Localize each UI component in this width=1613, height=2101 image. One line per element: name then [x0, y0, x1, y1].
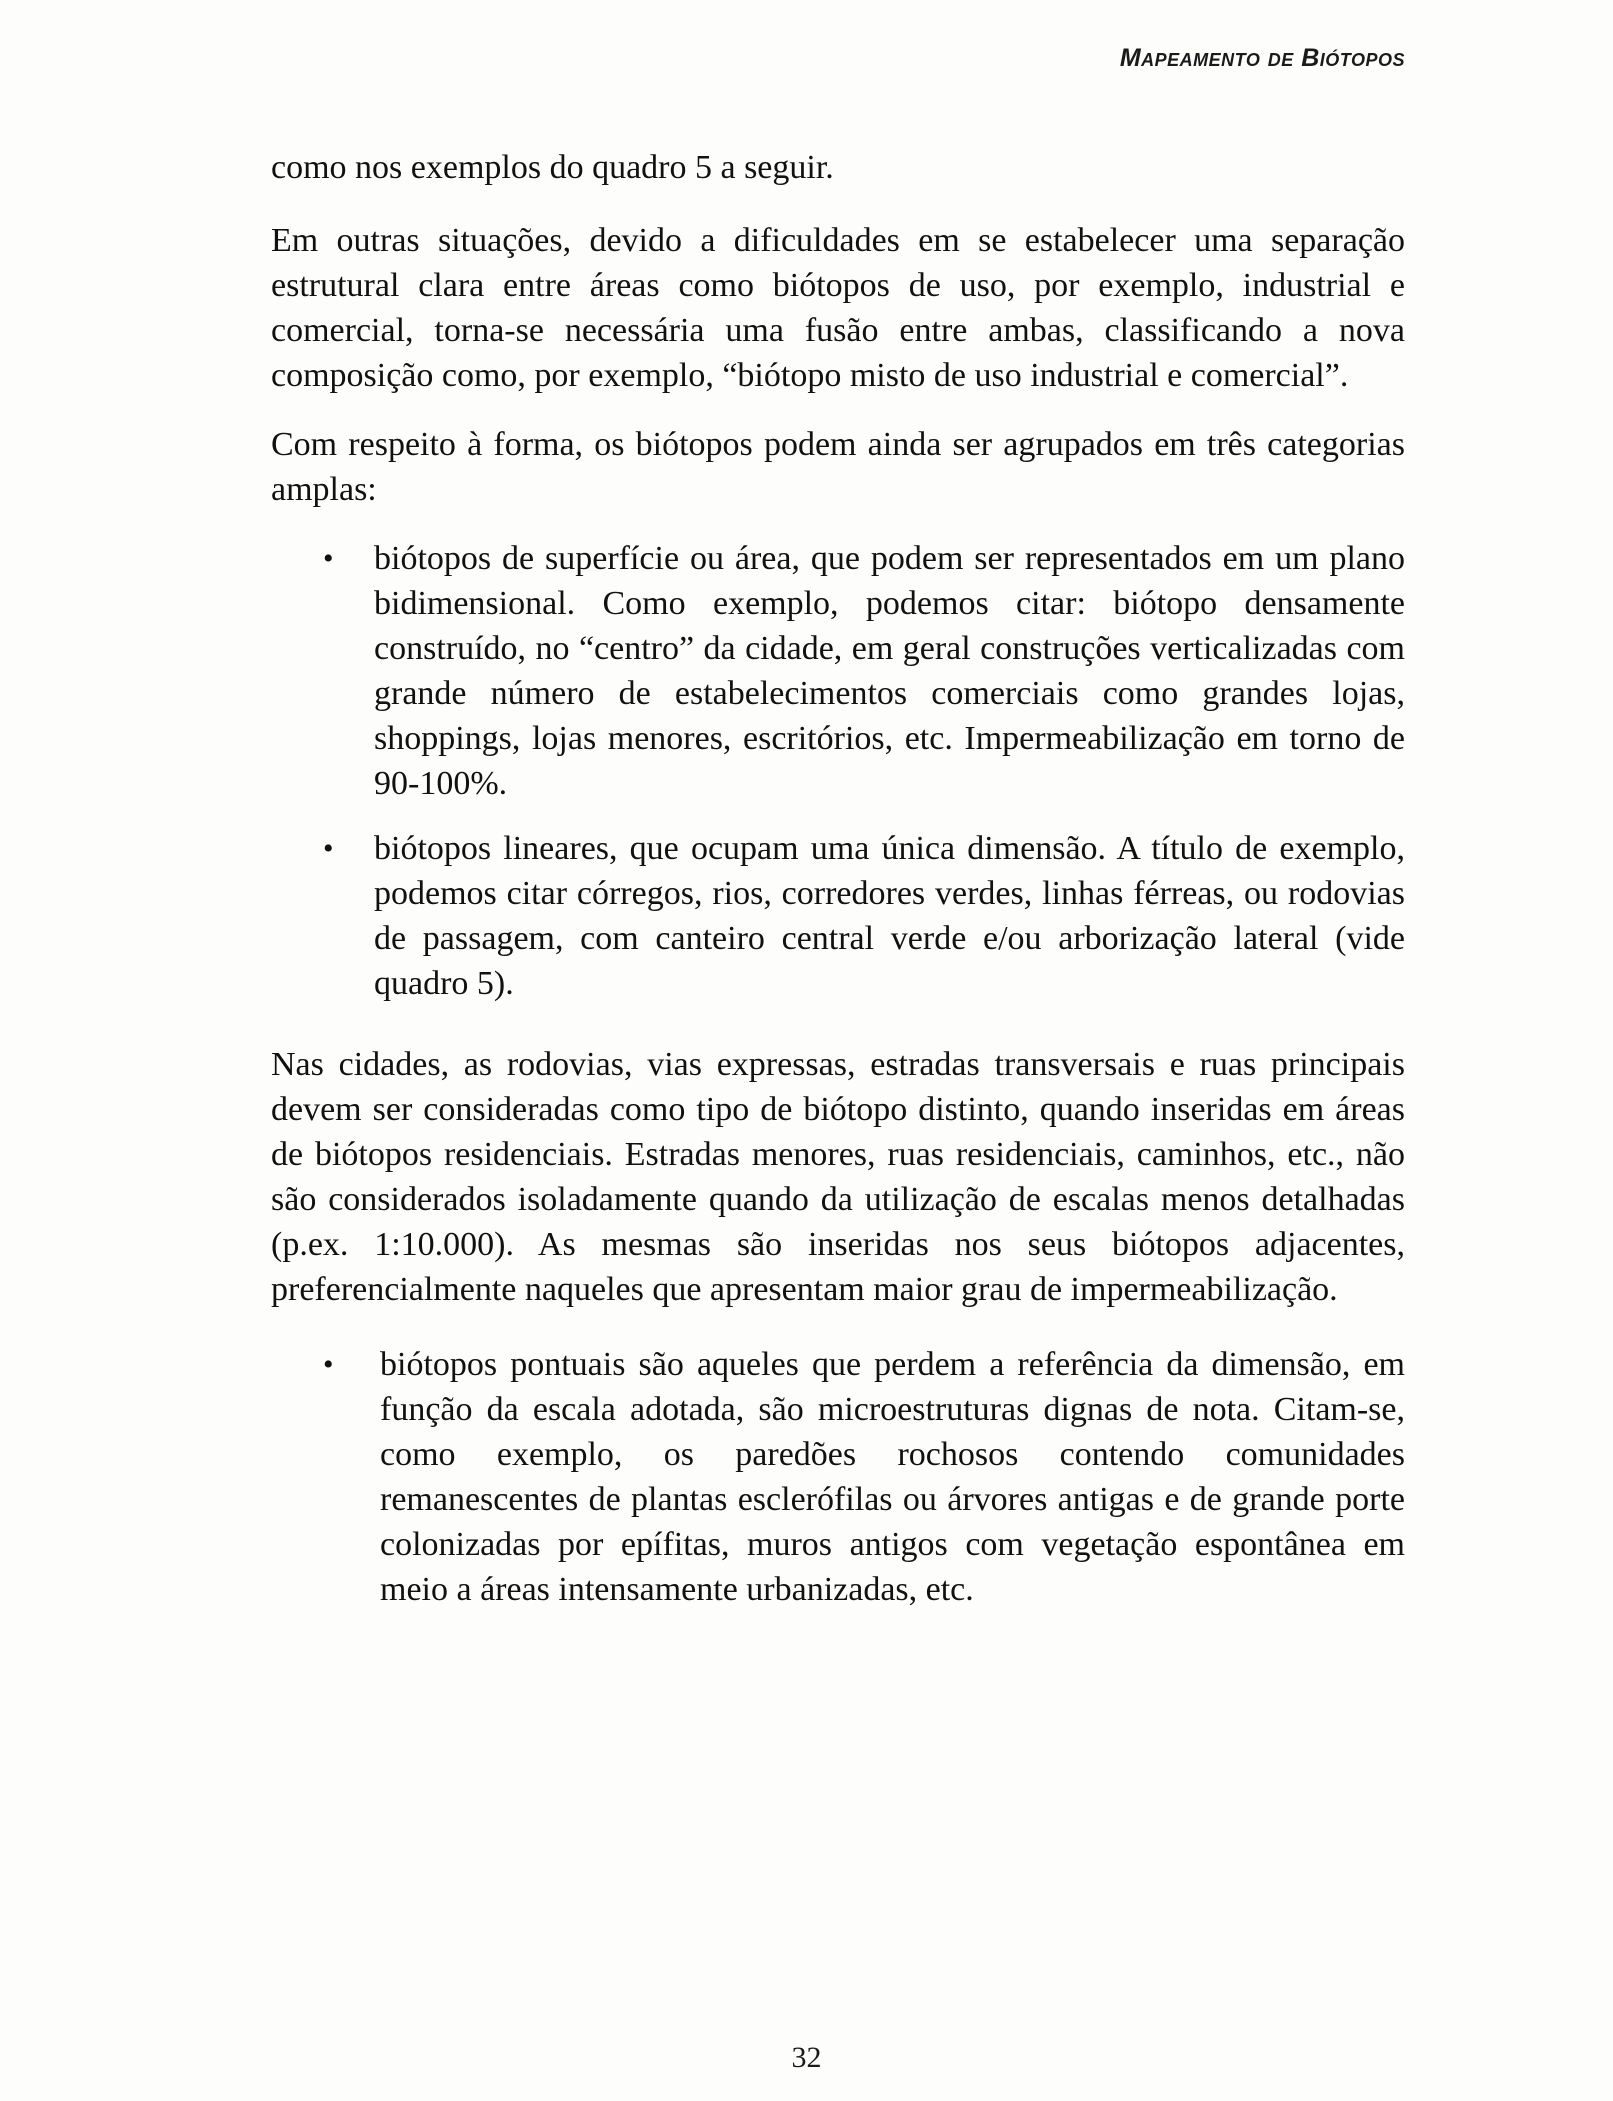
point-biotopes-list — [271, 1342, 1405, 1612]
paragraph-form-categories: Com respeito à forma, os biótopos podem ainda ser agrupados em três categorias amplas: — [271, 426, 1405, 508]
bullet-dot-icon: • — [323, 542, 334, 575]
list-item-point-biotopes — [271, 1342, 1405, 1612]
list-item-text: biótopos pontuais são aqueles que perdem a referência da dimensão, em função da escala adotada, são microestruturas dignas de nota. Citam-se, como exemplo, os paredões rochosos contendo comunidades remanescentes de plantas esclerófilas ou árvores antigas e de grande porte colonizadas por epífitas, muros antigos com vegetação espontânea em meio a áreas intensamente urbanizadas, etc. — [380, 1346, 1405, 1608]
running-header: Mapeamento de Biótopos — [1119, 44, 1405, 72]
bullet-dot-icon: • — [323, 1348, 334, 1381]
intro-line: como nos exemplos do quadro 5 a seguir. — [271, 149, 834, 186]
list-item-surface-biotopes — [271, 536, 1405, 806]
list-item-linear-biotopes — [271, 826, 1405, 1006]
list-item-text: biótopos lineares, que ocupam uma única dimensão. A título de exemplo, podemos citar córregos, rios, corredores verdes, linhas férreas, ou rodovias de passagem, com canteiro central verde e/ou arborização lateral (vide quadro 5). — [374, 830, 1405, 1002]
paragraph-roads: Nas cidades, as rodovias, vias expressas, estradas transversais e ruas principais devem ser consideradas como tipo de biótopo distinto, quando inseridas em áreas de biótopos residenciais. Estradas menores, ruas residenciais, caminhos, etc., não são considerados isoladamente quando da utilização de escalas menos detalhadas (p.ex. 1:10.000). As mesmas são inseridas nos seus biótopos adjacentes, preferencialmente naqueles que apresentam maior grau de impermeabilização. — [271, 1046, 1405, 1308]
biotope-categories-list — [271, 536, 1405, 1006]
paragraph-fusion-biotopes: Em outras situações, devido a dificuldades em se estabelecer uma separação estrutural clara entre áreas como biótopos de uso, por exemplo, industrial e comercial, torna-se necessária uma fusão entre ambas, classificando a nova composição como, por exemplo, “biótopo misto de uso industrial e comercial”. — [271, 222, 1405, 394]
list-item-text: biótopos de superfície ou área, que podem ser representados em um plano bidimensional. Como exemplo, podemos citar: biótopo densamente construído, no “centro” da cidade, em geral construções verticalizadas com grande número de estabelecimentos comerciais como grandes lojas, shoppings, lojas menores, escritórios, etc. Impermeabilização em torno de 90-100%. — [374, 540, 1405, 802]
bullet-dot-icon: • — [323, 832, 334, 865]
page-number: 32 — [791, 2041, 822, 2074]
page-body — [271, 145, 1405, 1648]
